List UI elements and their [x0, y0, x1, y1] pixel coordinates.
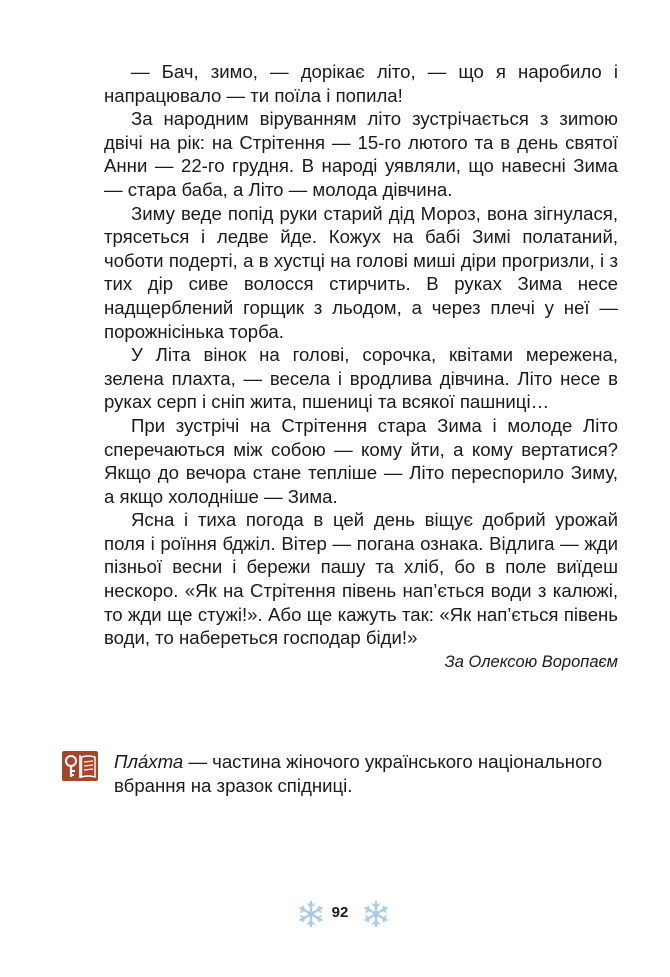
glossary-footnote [62, 750, 622, 798]
paragraph-5: При зустрічі на Стрітення стара Зима і молоде Літо сперечаються між собою — кому йти, а кому вертатися? Якщо до вечора стане тепліше — Літо переспорило Зиму, а якщо холодніше — Зима. [104, 414, 618, 507]
paragraph-6: Ясна і тиха погода в цей день віщує добрий урожай поля і роїння бджіл. Вітер — погана ознака. Відлига — жди пізньої весни і бережи пашу та хліб, бо в поле виїдеш нескоро. «Як на Стрітення півень нап’ється води з калюжі, то жди ще стужі!». Або ще кажуть так: «Як нап’ється півень води, то набереться господар біди!» [104, 509, 618, 649]
attribution: За Олексою Воропаєм [444, 652, 618, 671]
footnote-definition: — частина жіночого українського національного вбрання на зразок спідниці. [114, 751, 603, 796]
footnote-text [114, 750, 622, 798]
main-text [104, 60, 618, 674]
snowflake-icon [362, 900, 390, 928]
footnote-term: Пла́хта [114, 751, 184, 772]
paragraph-2: За народним віруванням літо зустрічається з зиmою двічі на рік: на Стрітення — 15-го лютого та в день святої Анни — 22-го грудня. В народі уявляли, що навесні Зима — стара баба, а Літо — молода дівчина. [104, 108, 618, 200]
page-number: 92 [331, 904, 349, 921]
book-key-icon [62, 751, 98, 781]
page-footer [0, 900, 670, 930]
paragraph-3: Зиму веде попід руки старий дід Мороз, вона зігнулася, трясеться і ледве йде. Кожух на бабі Зимі полатаний, чоботи подерті, а в хустці на голові миші діри прогризли, і з тих дір сиве волосся стирчить. В руках Зима несе надщерблений горщик з льодом, а через плечі у неї — порожнісінька торба. [104, 202, 618, 342]
paragraph-1: — Бач, зимо, — дорікає літо, — що я наробило і напрацювало — ти поїла і попила! [104, 61, 618, 106]
paragraph-4: У Літа вінок на голові, сорочка, квітами мережена, зелена плахта, — весела і вродлива дівчина. Літо несе в руках серп і сніп жита, пшениці та всякої пашниці… [104, 344, 618, 413]
